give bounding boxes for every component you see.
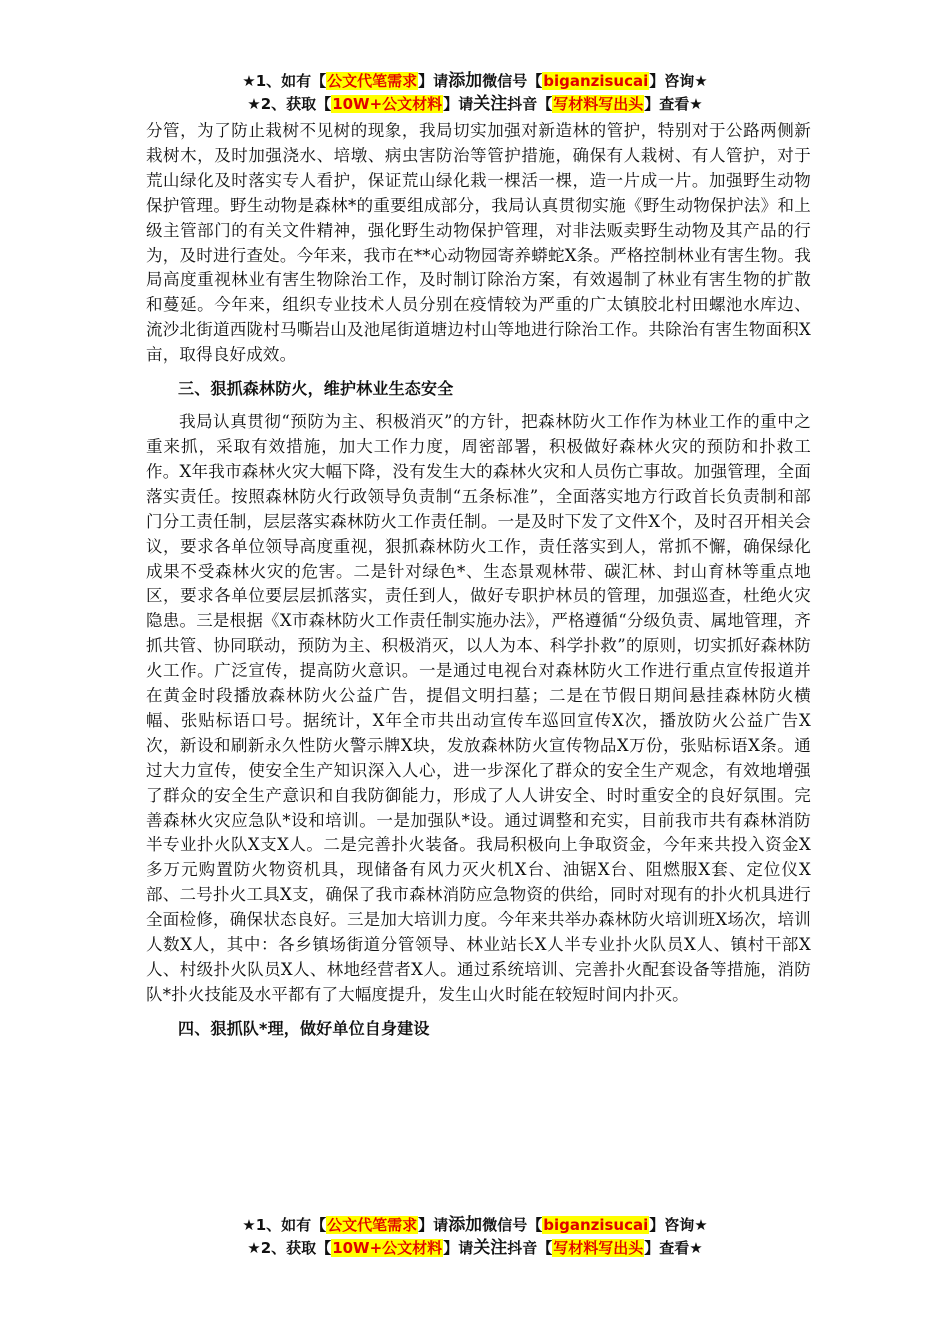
banner-emphasis: 添加 xyxy=(448,1215,483,1235)
banner-highlight: 写材料写出头 xyxy=(553,1239,644,1257)
banner-text: ★2、获取【 xyxy=(247,1239,332,1257)
banner-line-2 xyxy=(0,93,950,116)
banner-line-1 xyxy=(0,70,950,93)
banner-highlight: 公文代笔需求 xyxy=(327,1216,418,1234)
banner-text: 】请 xyxy=(443,95,474,113)
banner-highlight: biganzisucai xyxy=(543,1216,649,1234)
banner-emphasis: 添加 xyxy=(448,71,483,91)
banner-highlight: 10W+公文材料 xyxy=(332,1239,443,1257)
banner-text: 】请 xyxy=(418,1216,449,1234)
banner-text: 】查看★ xyxy=(644,95,703,113)
banner-text: 微信号【 xyxy=(482,1216,543,1234)
banner-text: ★1、如有【 xyxy=(242,72,327,90)
banner-text: 】请 xyxy=(418,72,449,90)
banner-highlight: 10W+公文材料 xyxy=(332,95,443,113)
banner-text: 】请 xyxy=(443,1239,474,1257)
paragraph: 我局认真贯彻“预防为主、积极消灭”的方针，把森林防火工作作为林业工作的重中之重来抓，采取有效措施，加大工作力度，周密部署，积极做好森林火灾的预防和扑救工作。X年我市森林火灾大幅下降，没有发生大的森林火灾和人员伤亡事故。加强管理，全面落实责任。按照森林防火行政领导负责制“五条标准”，全面落实地方行政首长负责制和部门分工责任制，层层落实森林防火工作责任制。一是及时下发了文件X个，及时召开相关会议，要求各单位领导高度重视，狠抓森林防火工作，责任落实到人，常抓不懈，确保绿化成果不受森林火灾的危害。二是针对绿色*、生态景观林带、碳汇林、封山育林等重点地区，要求各单位要层层抓落实，责任到人，做好专职护林员的管理，加强巡查，杜绝火灾隐患。三是根据《X市森林防火工作责任制实施办法》，严格遵循“分级负责、属地管理，齐抓共管、协同联动，预防为主、积极消灭，以人为本、科学扑救”的原则，切实抓好森林防火工作。广泛宣传，提高防火意识。一是通过电视台对森林防火工作进行重点宣传报道并在黄金时段播放森林防火公益广告，提倡文明扫墓；二是在节假日期间悬挂森林防火横幅、张贴标语口号。据统计，X年全市共出动宣传车巡回宣传X次，播放防火公益广告X次，新设和刷新永久性防火警示牌X块，发放森林防火宣传物品X万份，张贴标语X条。通过大力宣传，使安全生产知识深入人心，进一步深化了群众的安全生产观念，有效地增强了群众的安全生产意识和自我防御能力，形成了人人讲安全、时时重安全的良好氛围。完善森林火灾应急队*设和培训。一是加强队*设。通过调整和充实，目前我市共有森林消防半专业扑火队X支X人。二是完善扑火装备。我局积极向上争取资金，今年来共投入资金X多万元购置防火物资机具，现储备有风力灭火机X台、油锯X台、阻燃服X套、定位仪X部、二号扑火工具X支，确保了我市森林消防应急物资的供给，同时对现有的扑火机具进行全面检修，确保状态良好。三是加大培训力度。今年来共举办森林防火培训班X场次，培训人数X人，其中：各乡镇场街道分管领导、林业站长X人半专业扑火队员X人、镇村干部X人、村级扑火队员X人、林地经营者X人。通过系统培训、完善扑火配套设备等措施，消防队*扑火技能及水平都有了大幅度提升，发生山火时能在较短时间内扑灭。 xyxy=(146,412,811,1004)
document-body xyxy=(146,119,811,1050)
banner-highlight: biganzisucai xyxy=(543,72,649,90)
banner-text: ★1、如有【 xyxy=(242,1216,327,1234)
banner-highlight: 公文代笔需求 xyxy=(327,72,418,90)
banner-text: 】咨询★ xyxy=(649,1216,708,1234)
header-banner xyxy=(0,70,950,116)
banner-emphasis: 关注 xyxy=(473,94,508,114)
banner-highlight: 写材料写出头 xyxy=(553,95,644,113)
banner-text: 微信号【 xyxy=(482,72,543,90)
section-heading: 三、狠抓森林防火，维护林业生态安全 xyxy=(178,379,454,399)
banner-text: 】咨询★ xyxy=(649,72,708,90)
banner-text: 抖音【 xyxy=(507,95,553,113)
banner-text: 抖音【 xyxy=(507,1239,553,1257)
footer-banner xyxy=(0,1214,950,1260)
paragraph: 分管，为了防止栽树不见树的现象，我局切实加强对新造林的管护，特别对于公路两侧新栽树木，及时加强浇水、培墩、病虫害防治等管护措施，确保有人栽树、有人管护，对于荒山绿化及时落实专人看护，保证荒山绿化栽一棵活一棵，造一片成一片。加强野生动物保护管理。野生动物是森林*的重要组成部分，我局认真贯彻实施《野生动物保护法》和上级主管部门的有关文件精神，强化野生动物保护管理，对非法贩卖野生动物及其产品的行为，及时进行查处。今年来，我市在**心动物园寄养蟒蛇X条。严格控制林业有害生物。我局高度重视林业有害生物除治工作，及时制订除治方案，有效遏制了林业有害生物的扩散和蔓延。今年来，组织专业技术人员分别在疫情较为严重的广太镇胶北村田螺池水库边、流沙北街道西陇村马嘶岩山及池尾街道塘边村山等地进行除治工作。共除治有害生物面积X亩，取得良好成效。 xyxy=(146,121,811,365)
section-heading: 四、狠抓队*理，做好单位自身建设 xyxy=(178,1018,430,1038)
banner-emphasis: 关注 xyxy=(473,1238,508,1258)
banner-text: 】查看★ xyxy=(644,1239,703,1257)
banner-line-2 xyxy=(0,1237,950,1260)
banner-line-1 xyxy=(0,1214,950,1237)
banner-text: ★2、获取【 xyxy=(247,95,332,113)
